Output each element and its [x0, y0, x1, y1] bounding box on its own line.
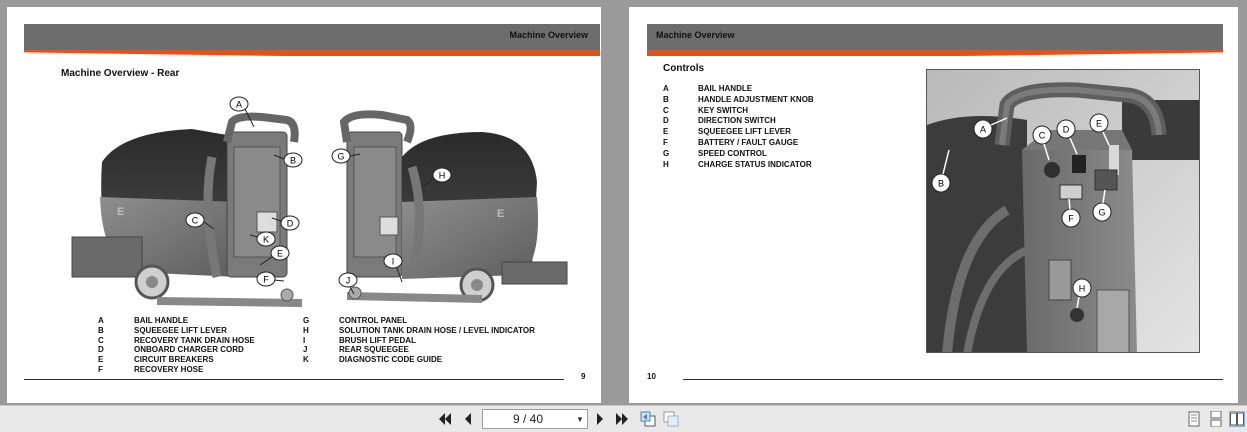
svg-text:D: D	[286, 218, 294, 229]
legend-item: E CIRCUIT BREAKERS	[98, 355, 214, 365]
legend-item: D DIRECTION SWITCH	[663, 116, 776, 126]
legend-item: H SOLUTION TANK DRAIN HOSE / LEVEL INDICATOR	[303, 325, 535, 335]
first-page-button[interactable]	[437, 411, 453, 427]
go-back-icon	[640, 411, 656, 427]
svg-text:E: E	[276, 248, 284, 259]
legend-item: G CONTROL PANEL	[303, 316, 408, 325]
legend-item: D ONBOARD CHARGER CORD	[98, 345, 244, 355]
svg-text:H: H	[1078, 283, 1086, 294]
section-title: Controls	[663, 63, 705, 74]
svg-text:D: D	[1062, 124, 1070, 135]
svg-text:A: A	[235, 99, 243, 110]
legend-item: E SQUEEGEE LIFT LEVER	[663, 127, 791, 137]
first-page-icon	[438, 413, 452, 425]
continuous-view-button[interactable]	[1208, 411, 1224, 427]
controls-legend	[663, 84, 814, 170]
single-page-view-icon	[1188, 411, 1200, 427]
legend-item: K DIAGNOSTIC CODE GUIDE	[303, 355, 443, 365]
legend-item: H CHARGE STATUS INDICATOR	[663, 159, 812, 169]
section-title: Machine Overview - Rear	[61, 68, 180, 79]
page-header-title: Machine Overview	[656, 30, 735, 40]
legend-item: B HANDLE ADJUSTMENT KNOB	[663, 94, 814, 104]
legend-item: B SQUEEGEE LIFT LEVER	[98, 325, 227, 335]
legend-left-column	[98, 316, 255, 375]
two-page-view-button[interactable]	[1229, 411, 1245, 427]
page-header-bar	[24, 24, 600, 50]
svg-text:C: C	[191, 215, 199, 226]
next-page-icon	[596, 413, 604, 425]
model-badge-right: E	[497, 208, 505, 220]
machine-rear-illustration	[62, 87, 572, 307]
page-header-bar	[647, 24, 1223, 50]
svg-text:J: J	[345, 275, 351, 286]
page-number-select[interactable]	[482, 409, 588, 429]
document-page-9	[7, 7, 601, 403]
document-page-10	[629, 7, 1238, 403]
footer-rule	[24, 379, 564, 380]
legend-item: J REAR SQUEEGEE	[303, 345, 409, 355]
two-page-view-icon	[1230, 412, 1244, 426]
legend-item: G SPEED CONTROL	[663, 148, 767, 158]
legend-item: A BAIL HANDLE	[663, 84, 753, 93]
footer-rule	[683, 379, 1223, 380]
controls-photo	[926, 69, 1200, 353]
svg-text:B: B	[289, 155, 297, 166]
legend-item: I BRUSH LIFT PEDAL	[303, 335, 416, 345]
svg-text:G: G	[337, 151, 345, 162]
model-badge-left: E	[117, 206, 125, 218]
go-back-button[interactable]	[640, 411, 656, 427]
legend-item: F BATTERY / FAULT GAUGE	[663, 137, 799, 147]
svg-text:G: G	[1098, 207, 1106, 218]
continuous-view-icon	[1210, 411, 1222, 427]
svg-text:B: B	[937, 178, 945, 189]
page-number: 10	[647, 372, 656, 381]
svg-text:A: A	[979, 124, 987, 135]
svg-text:C: C	[1038, 130, 1046, 141]
chevron-down-icon: ▼	[576, 414, 584, 424]
next-page-button[interactable]	[592, 411, 608, 427]
legend-right-column	[303, 316, 535, 365]
page-header-title: Machine Overview	[509, 30, 588, 40]
svg-text:F: F	[263, 274, 269, 285]
controls-photo-drawing	[927, 70, 1200, 353]
machine-front-view	[344, 114, 567, 303]
svg-text:K: K	[262, 234, 270, 245]
last-page-icon	[615, 413, 629, 425]
legend-item: C KEY SWITCH	[663, 105, 749, 115]
svg-text:E: E	[1095, 118, 1103, 129]
legend-item: A BAIL HANDLE	[98, 316, 189, 325]
svg-text:H: H	[438, 170, 446, 181]
legend-item: F RECOVERY HOSE	[98, 364, 204, 374]
go-forward-icon	[663, 411, 679, 427]
svg-text:I: I	[391, 256, 395, 267]
prev-page-icon	[464, 413, 472, 425]
page-number: 9	[581, 372, 586, 381]
last-page-button[interactable]	[614, 411, 630, 427]
page-header-accent	[24, 50, 600, 56]
go-forward-button[interactable]	[663, 411, 679, 427]
viewer-toolbar	[0, 405, 1247, 432]
page-indicator: 9 / 40	[512, 412, 544, 426]
legend-item: C RECOVERY TANK DRAIN HOSE	[98, 335, 255, 345]
svg-text:F: F	[1068, 213, 1074, 224]
single-page-view-button[interactable]	[1186, 411, 1202, 427]
prev-page-button[interactable]	[460, 411, 476, 427]
page-header-accent	[647, 50, 1223, 56]
